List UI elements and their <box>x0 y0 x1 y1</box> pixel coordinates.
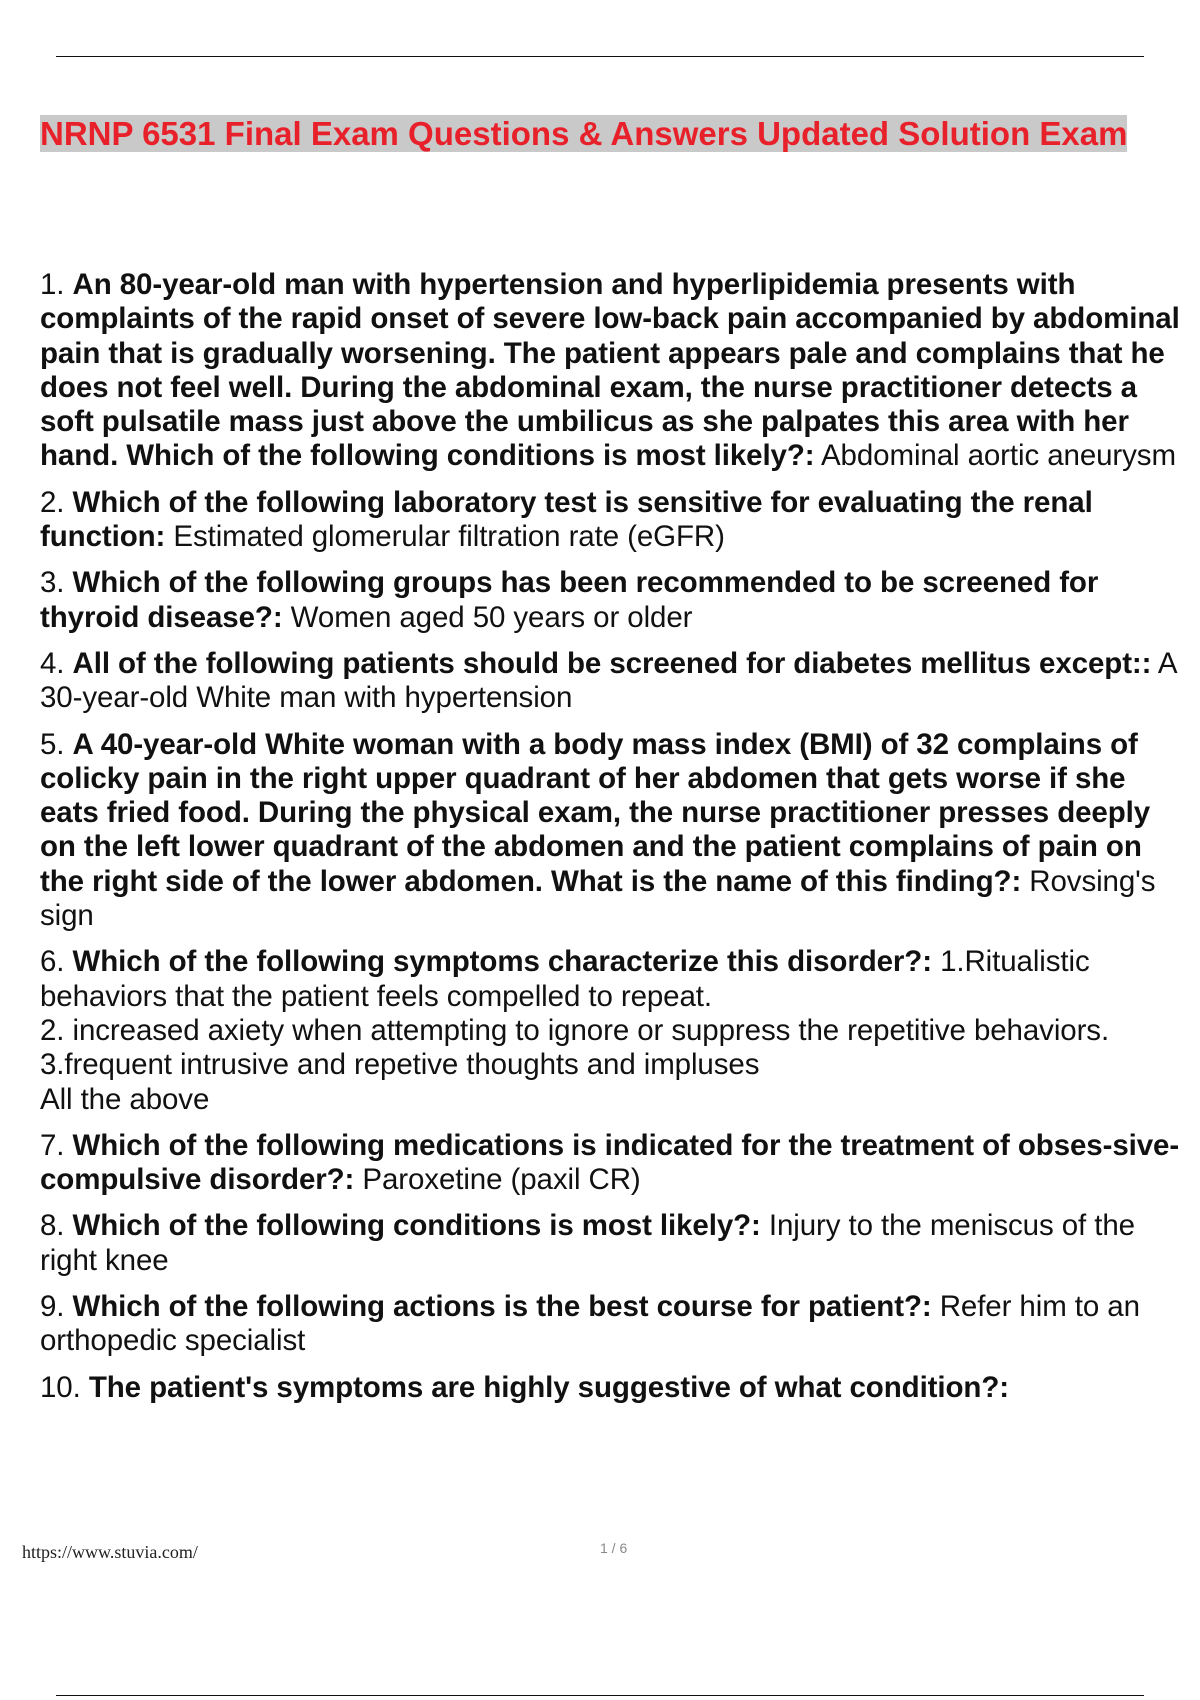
question-item-5 <box>40 728 1188 934</box>
answer-text: Rovsing's sign <box>40 864 1156 933</box>
answer-text: A 30-year-old White man with hypertension <box>40 646 1176 715</box>
answer-text: 1.Ritualistic behaviors that the patient feels compelled to repeat. 2. increased axiety when attempting to ignore or suppress the repetitive behaviors. 3.frequent intrusive and repetive thoughts and impluses All the above <box>40 945 1110 1116</box>
question-item-3 <box>40 566 1188 635</box>
question-number: 1. <box>40 268 65 301</box>
top-divider <box>56 56 1144 57</box>
question-text: The patient's symptoms are highly suggestive of what condition?: <box>88 1370 1009 1404</box>
question-text: Which of the following groups has been recommended to be screened for thyroid disease?: <box>40 566 1099 634</box>
question-item-6 <box>40 945 1188 1116</box>
question-text: Which of the following laboratory test is sensitive for evaluating the renal function: <box>40 485 1093 554</box>
document-title <box>40 116 1150 151</box>
question-item-9 <box>40 1290 1188 1359</box>
bottom-divider <box>56 1695 1144 1696</box>
question-number: 3. <box>40 566 65 600</box>
question-number: 6. <box>40 945 65 979</box>
question-item-10 <box>40 1371 1188 1405</box>
answer-text: Abdominal aortic aneurysm <box>820 439 1176 473</box>
question-number: 9. <box>40 1290 65 1324</box>
answer-text: Refer him to an orthopedic specialist <box>40 1290 1140 1358</box>
answer-text: Injury to the meniscus of the right knee <box>40 1209 1135 1277</box>
question-list <box>40 268 1188 1417</box>
answer-text: Estimated glomerular filtration rate (eGFR) <box>173 520 725 554</box>
question-text: Which of the following actions is the best course for patient?: <box>72 1290 932 1324</box>
question-item-8 <box>40 1209 1188 1278</box>
question-item-7 <box>40 1129 1188 1198</box>
document-title-text: NRNP 6531 Final Exam Questions & Answers Updated Solution Exam <box>40 115 1128 152</box>
question-item-2 <box>40 486 1188 555</box>
page-indicator: 1 / 6 <box>600 1540 628 1556</box>
question-text: All of the following patients should be screened for diabetes mellitus except:: <box>72 646 1152 680</box>
question-item-1 <box>40 268 1188 474</box>
question-number: 2. <box>40 485 65 519</box>
answer-text: Paroxetine (paxil CR) <box>362 1163 641 1197</box>
question-number: 8. <box>40 1209 65 1243</box>
question-text: Which of the following medications is indicated for the treatment of obses-sive-compulsive disorder?: <box>40 1128 1180 1197</box>
question-item-4 <box>40 647 1188 716</box>
question-text: An 80-year-old man with hypertension and hyperlipidemia presents with complaints of the rapid onset of severe low-back pain accompanied by abdominal pain that is gradually worsening. The patient appears pale and complains that he does not feel well. During the abdominal exam, the nurse practitioner detects a soft pulsatile mass just above the umbilicus as she palpates this area with her hand. Which of the following conditions is most likely?: <box>40 268 1180 473</box>
question-number: 7. <box>40 1128 65 1162</box>
question-text: Which of the following symptoms characterize this disorder?: <box>72 945 932 979</box>
question-number: 10. <box>40 1370 81 1404</box>
question-text: A 40-year-old White woman with a body mass index (BMI) of 32 complains of colicky pain in the right upper quadrant of her abdomen that gets worse if she eats fried food. During the physical exam, the nurse practitioner presses deeply on the left lower quadrant of the abdomen and the patient complains of pain on the right side of the lower abdomen. What is the name of this finding?: <box>40 727 1151 898</box>
answer-text: Women aged 50 years or older <box>290 600 693 634</box>
question-number: 4. <box>40 646 65 680</box>
question-text: Which of the following conditions is most likely?: <box>72 1209 761 1243</box>
question-number: 5. <box>40 727 65 761</box>
footer-source-link[interactable]: https://www.stuvia.com/ <box>22 1542 198 1562</box>
